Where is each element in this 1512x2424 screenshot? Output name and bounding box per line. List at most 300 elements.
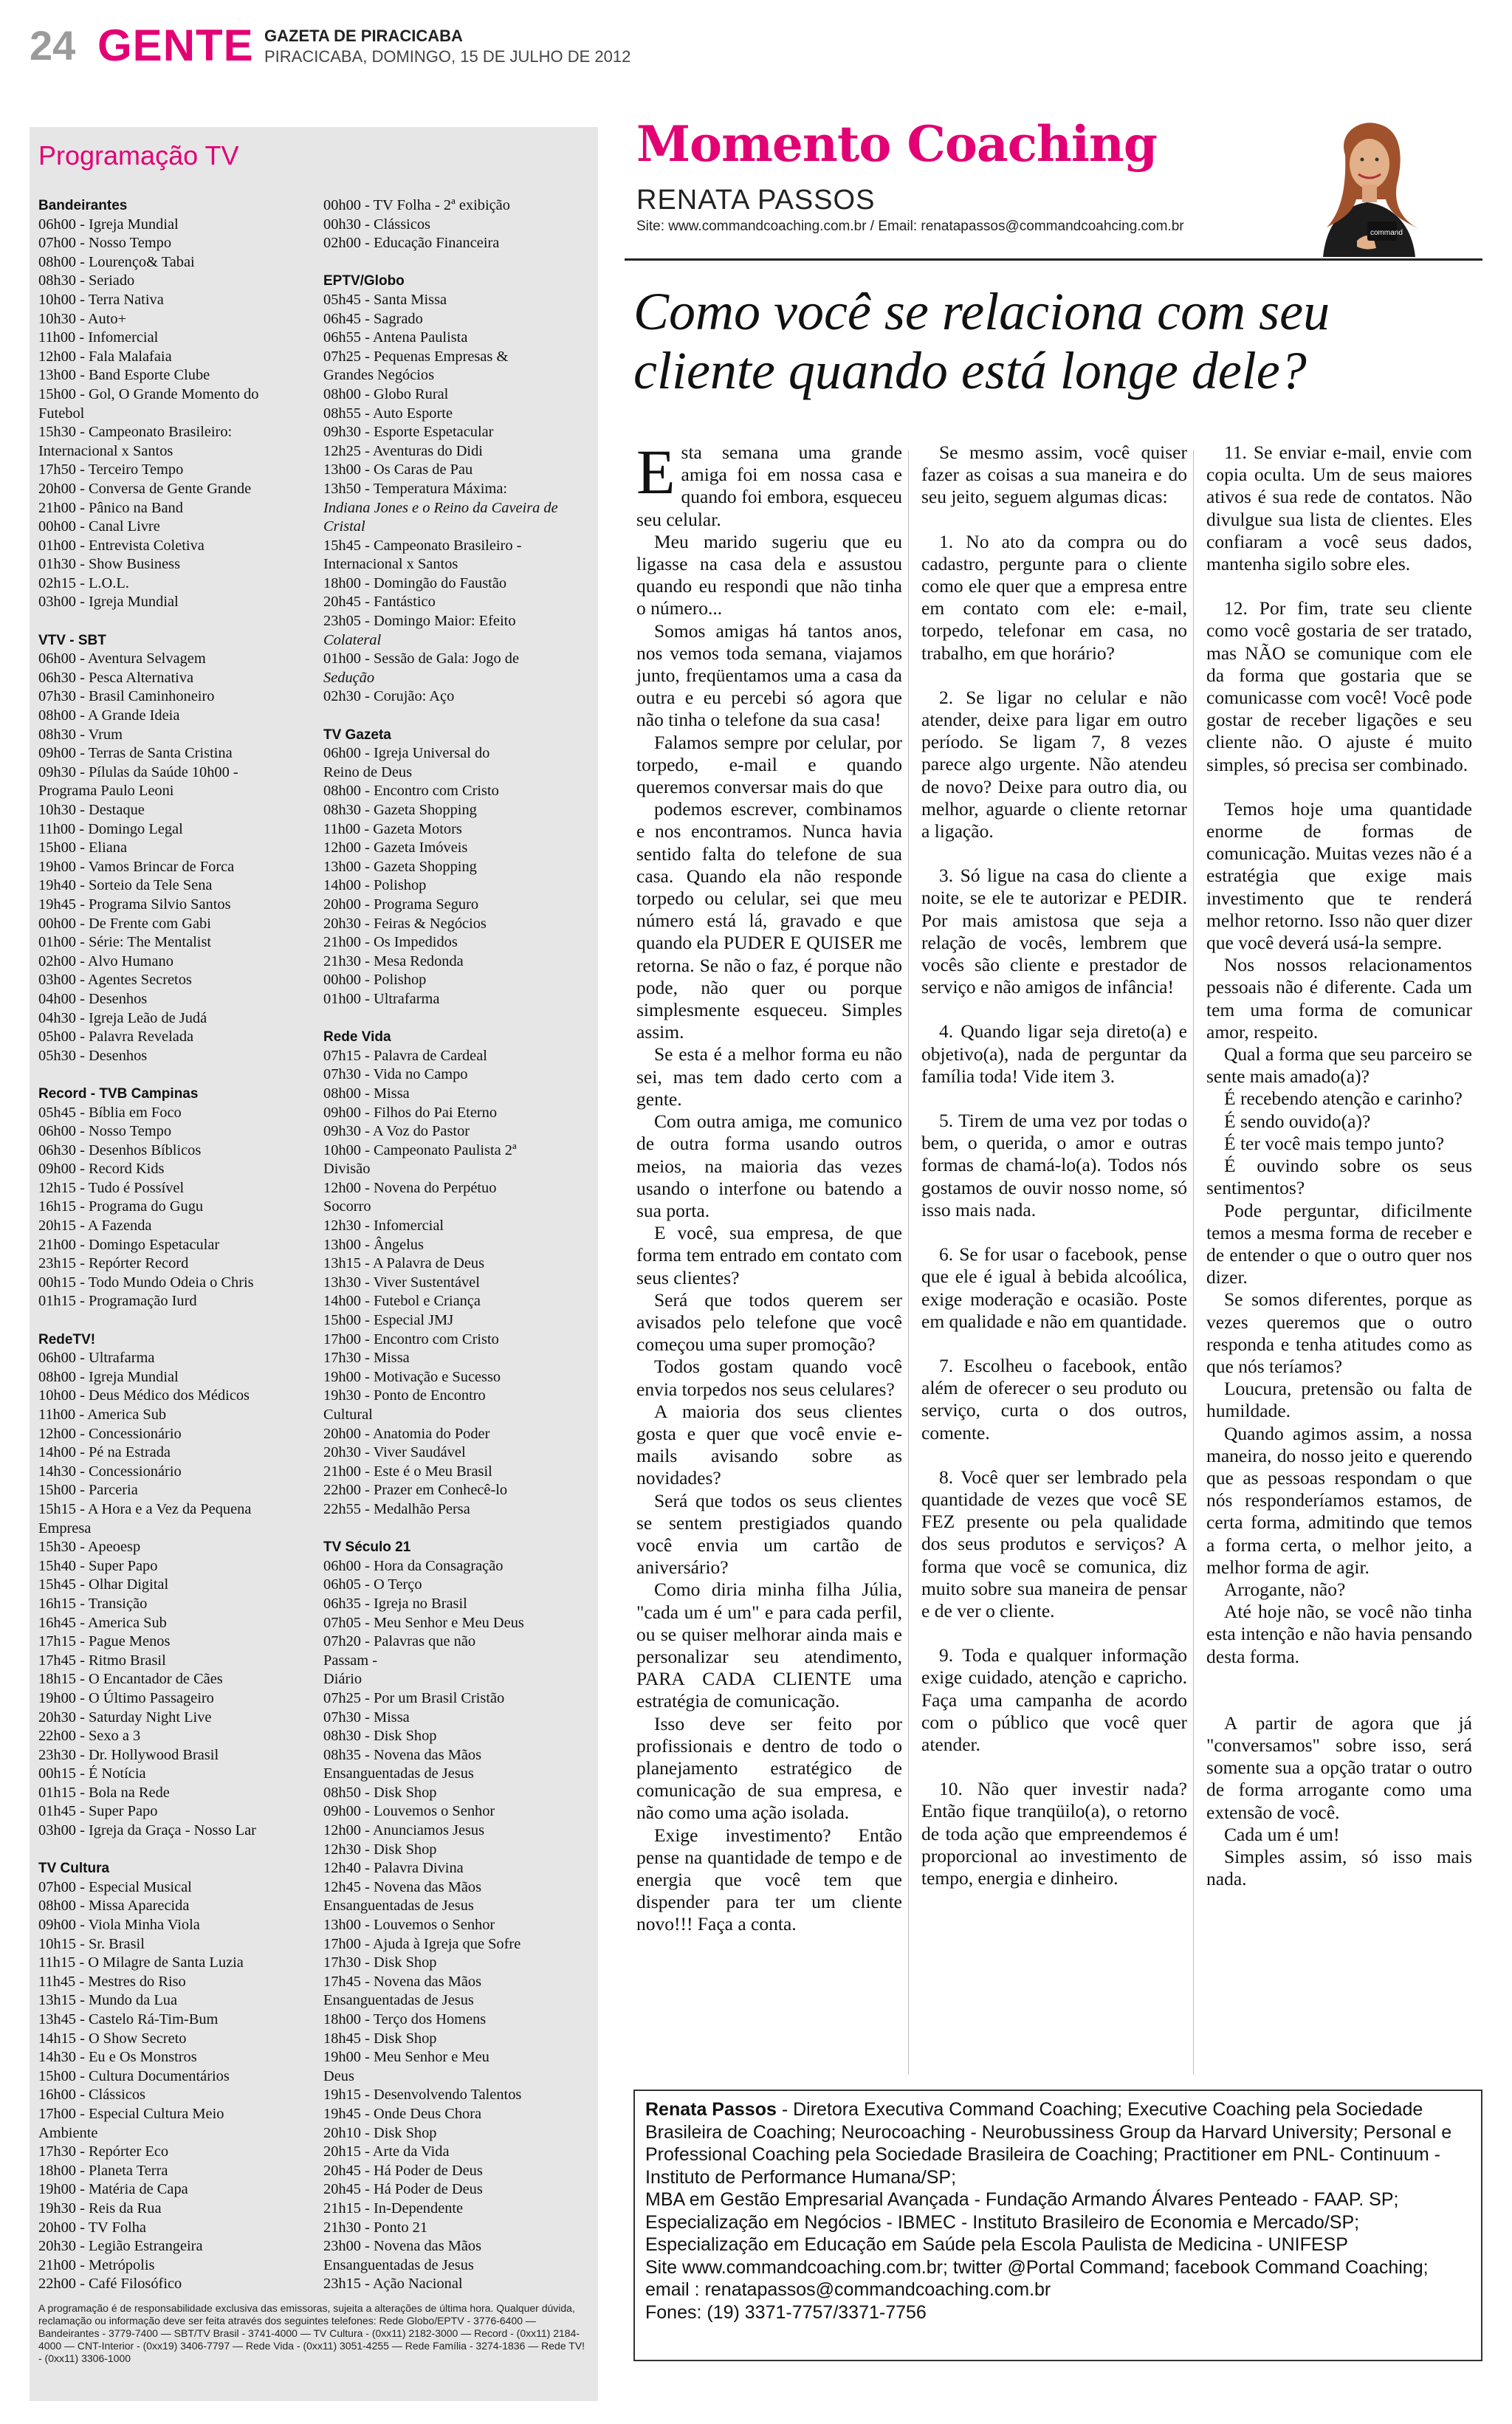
program-line: 20h00 - TV Folha [38,2219,146,2236]
program-line: 14h15 - O Show Secreto [38,2030,187,2047]
program-line: 08h00 - Encontro com Cristo [323,783,499,800]
spacer [323,707,597,726]
program-line: 01h15 - Programação Iurd [38,1293,197,1310]
program-line: 21h00 - Pânico na Band [38,499,183,516]
program-line: 23h15 - Ação Nacional [323,2276,463,2293]
program-line: 01h00 - Sessão de Gala: Jogo de [323,650,520,667]
article-paragraph: E você, sua empresa, de que forma tem entrado em contato com seus clientes? [636,1222,902,1288]
article-paragraph: Todos gostam quando você envia torpedos nos seus celulares? [636,1356,902,1400]
page-header [30,22,1482,74]
article-paragraph: Será que todos os seus clientes se sentem prestigiados quando você envia um cartão de aniversário? [636,1489,902,1579]
program-line: Ensanguentadas de Jesus [323,1992,474,2009]
program-line: 01h00 - Série: The Mentalist [38,934,212,951]
program-line: 03h00 - Igreja Mundial [38,594,179,611]
spacer [1206,1668,1472,1690]
program-line: 07h30 - Vida no Campo [323,1066,468,1083]
program-line: 17h45 - Novena das Mãos [323,1973,482,1990]
program-line: 17h00 - Especial Cultura Meio [38,2105,224,2122]
program-line: 12h00 - Novena do Perpétuo [323,1179,497,1196]
program-line: Programa Paulo Leoni [38,783,174,800]
bio-phones: Fones: (19) 3371-7757/3371-7756 [645,2301,927,2323]
program-line: 10h00 - Campeonato Paulista 2ª [323,1141,517,1158]
article-paragraph [636,436,902,531]
paragraph-text: sta semana uma grande amiga foi em nossa casa e quando foi embora, esqueceu seu celular. [636,442,902,530]
program-line: 19h00 - Meu Senhor e Meu [323,2049,489,2066]
article-paragraph: Nos nossos relacionamentos pessoais não é diferente. Cada um tem uma forma de comunicar amor, respeito. [1206,954,1472,1043]
bio-text: - Diretora Executiva Command Coaching; Executive Coaching pela Sociedade Brasileira de Coaching; Neurocoaching - Neurobussiness Group da Harvard University; Personal e Professional Coaching pela Sociedade Brasileira de Coaching; Practitioner em PNL- Continuum - Instituto de Performance Humana/SP; [645,2099,1452,2188]
program-line: 20h30 - Viver Saudável [323,1444,466,1461]
program-line: 02h00 - Alvo Humano [38,952,173,969]
spacer [1206,575,1472,597]
channel-name: TV Gazeta [323,727,391,743]
program-line: 21h00 - Este é o Meu Brasil [323,1463,492,1480]
article-paragraph: 12. Por fim, trate seu cliente como você gostaria de ser tratado, mas NÃO se comunique com ele da forma que gostaria que se comunicasse com você! Você pode gostar de receber ligações e seu cliente não. O ajuste é muito simples, só precisa ser combinado. [1206,597,1472,775]
column-title: Momento Coaching [636,115,1158,173]
spacer [921,1221,1187,1243]
program-line: 08h30 - Seriado [38,272,135,289]
article-column-1 [636,436,902,1936]
program-line: 00h00 - De Frente com Gabi [38,915,211,932]
program-line: 00h15 - Todo Mundo Odeia o Chris [38,1274,254,1291]
program-line: 12h30 - Disk Shop [323,1841,437,1858]
article-paragraph: Como diria minha filha Júlia, "cada um é um" e para cada perfil, ou se quiser melhorar ainda mais e personalizar seu atendimento, PARA CADA CLIENTE uma estratégia de comunicação. [636,1579,902,1712]
program-line: 15h30 - Campeonato Brasileiro: [38,424,233,441]
program-line: 13h00 - Louvemos o Senhor [323,1917,495,1934]
program-line: 23h30 - Dr. Hollywood Brasil [38,1746,219,1763]
program-line: 15h15 - A Hora e a Vez da Pequena [38,1500,252,1517]
program-line: 07h00 - Especial Musical [38,1878,192,1895]
program-line: 06h00 - Nosso Tempo [38,1123,172,1140]
article-paragraph: 3. Só ligue na casa do cliente a noite, se ele te autorizar e PEDIR. Por mais amistosa que seja a relação de vocês, lembrem que vocês são cliente e prestador de serviço e não amigos de infância! [921,865,1187,998]
program-line: Divisão [323,1161,371,1178]
program-line: 20h00 - Conversa de Gente Grande [38,480,252,497]
program-line: 06h05 - O Terço [323,1576,422,1593]
program-line: 19h40 - Sorteio da Tele Sena [38,877,213,894]
article-paragraph: Somos amigas há tantos anos, nos vemos toda semana, viajamos junto, freqüentamos uma a casa da outra e eu percebi só agora que não tinha o telefone da sua casa! [636,619,902,731]
program-line: 08h00 - A Grande Ideia [38,707,180,724]
program-line: Ensanguentadas de Jesus [323,2256,474,2273]
program-line: 07h25 - Pequenas Empresas & [323,348,509,365]
program-line: 20h45 - Há Poder de Deus [323,2181,483,2198]
program-line: 11h45 - Mestres do Riso [38,1973,186,1990]
program-line: 03h00 - Agentes Secretos [38,972,192,989]
program-line: 08h00 - Igreja Mundial [38,1368,179,1385]
program-line: 15h00 - Eliana [38,840,128,856]
program-line: 10h30 - Auto+ [38,310,127,327]
program-line: 17h50 - Terceiro Tempo [38,461,184,478]
article-paragraph: A partir de agora que já "conversamos" sobre isso, será somente sua a opção tratar o outro de forma arrogante como uma extensão de você. [1206,1711,1472,1823]
program-line: 06h00 - Igreja Universal do [323,745,490,762]
program-line: 11h00 - Infomercial [38,329,159,346]
program-line: 08h30 - Vrum [38,726,123,743]
program-line: 08h50 - Disk Shop [323,1784,437,1801]
program-line: 14h00 - Pé na Estrada [38,1444,171,1461]
program-line: 04h30 - Igreja Leão de Judá [38,1009,207,1026]
tv-programming-box [30,127,598,2401]
bio-education: MBA em Gestão Empresarial Avançada - Fundação Armando Álvares Penteado - FAAP. SP; Especialização em Negócios - IBMEC - Instituto Brasileiro de Economia e Mercado/SP; Especialização em Educação em Saúde pela Escola Paulista de Medicina - UNIFESP [645,2189,1399,2255]
program-line: 19h00 - O Último Passageiro [38,1689,214,1706]
program-line: 09h30 - Esporte Espetacular [323,424,494,441]
program-line: 11h00 - Gazeta Motors [323,820,462,837]
program-line: 08h35 - Novena das Mãos [323,1746,482,1763]
program-line: 15h00 - Especial JMJ [323,1312,454,1329]
program-line: 21h00 - Metrópolis [38,2256,155,2273]
program-line: 06h45 - Sagrado [323,310,423,327]
program-line: 20h45 - Há Poder de Deus [323,2162,483,2179]
program-line: 06h00 - Ultrafarma [38,1350,155,1367]
program-line: 09h30 - Pílulas da Saúde 10h00 - [38,763,238,780]
program-line: 20h15 - A Fazenda [38,1218,152,1235]
program-line: 16h45 - America Sub [38,1614,167,1631]
program-line: 06h30 - Pesca Alternativa [38,669,194,686]
article-paragraph: Se mesmo assim, você quiser fazer as coisas a sua maneira e do seu jeito, seguem algumas dicas: [921,442,1187,508]
program-line: 13h00 - Ângelus [323,1236,424,1253]
program-line: 19h15 - Desenvolvendo Talentos [323,2087,522,2104]
program-line: Deus [323,2067,354,2084]
program-line: 08h00 - Lourenço& Tabai [38,253,195,270]
program-line: Empresa [38,1520,92,1537]
program-line: Socorro [323,1198,371,1215]
article-column-3 [1206,442,1472,1890]
tv-column-2 [323,196,597,2294]
program-line: 18h00 - Terço dos Homens [323,2011,487,2028]
article-paragraph: É ouvindo sobre os seus sentimentos? [1206,1155,1472,1199]
article-paragraph: Cada um é um! [1224,1823,1340,1845]
program-line: 18h15 - O Encantador de Cães [38,1671,223,1688]
channel-name: EPTV/Globo [323,273,405,289]
program-line: 05h00 - Palavra Revelada [38,1029,194,1046]
program-line: 06h35 - Igreja no Brasil [323,1595,467,1612]
article-paragraph: 8. Você quer ser lembrado pela quantidade de vezes que você SE FEZ presente ou pela qualidade dos seus produtos e serviços? A forma que você se comunica, diz muito sobre sua maneira de pensar e de ver o cliente. [921,1466,1187,1621]
program-line: 03h00 - Igreja da Graça - Nosso Lar [38,1822,256,1839]
program-line: 19h30 - Reis da Rua [38,2200,162,2217]
program-line: 01h30 - Show Business [38,556,181,573]
article-paragraph: É recebendo atenção e carinho? [1224,1088,1463,1110]
program-line: 21h30 - Ponto 21 [323,2219,428,2236]
channel-name: RedeTV! [38,1331,96,1347]
program-line: 13h15 - A Palavra de Deus [323,1255,485,1272]
program-line: Colateral [323,631,382,648]
article-paragraph: 7. Escolheu o facebook, então além de oferecer o seu produto ou serviço, curta o dos outros, comente. [921,1354,1187,1443]
program-line: 17h30 - Missa [323,1350,410,1367]
program-line: 13h15 - Mundo da Lua [38,1992,178,2009]
program-line: 02h00 - Educação Financeira [323,235,500,252]
tv-footnote: A programação é de responsabilidade exclusiva das emissoras, sujeita a alterações de última hora. Qualquer dúvida, reclamação ou informação deve ser feita através dos seguintes telefones: Rede Globo/EPTV - 3776-6400 — Bandeirantes - 3779-7400 — SBT/TV Brasil - 3741-4000 — TV Cultura - (0xx11) 2182-3000 — Record - (0xx11) 2184-4000 — CNT-Interior - (0xx19) 3406-7797 — Rede Vida - (0xx11) 3051-4255 — Rede Família - 3274-1836 — Rede TV! - (0xx11) 3306-1000 [38,2302,585,2364]
program-line: 11h00 - America Sub [38,1407,167,1423]
program-line: 16h15 - Transição [38,1595,148,1612]
spacer [38,1841,312,1860]
program-line: 02h15 - L.O.L. [38,574,129,591]
program-line: Reino de Deus [323,763,413,780]
column-divider [1193,450,1194,2075]
program-line: 12h25 - Aventuras do Didi [323,442,483,459]
program-line: 07h00 - Nosso Tempo [38,235,172,252]
program-line: 15h45 - Campeonato Brasileiro - [323,537,522,554]
spacer [323,1009,597,1029]
article-paragraph: A maioria dos seus clientes gosta e quer que você envie e-mails avisando sobre as novidades? [636,1400,902,1489]
program-line: 17h00 - Encontro com Cristo [323,1331,499,1347]
program-line: 21h15 - In-Dependente [323,2200,464,2217]
program-line: 19h00 - Vamos Brincar de Forca [38,858,235,875]
program-line: Ensanguentadas de Jesus [323,1765,474,1782]
program-line: 20h00 - Programa Seguro [323,896,479,913]
program-line: 14h30 - Concessionário [38,1463,182,1480]
program-line: 21h00 - Domingo Espetacular [38,1236,220,1253]
program-line: Passam - [323,1652,378,1669]
program-line: Cultural [323,1407,373,1423]
program-line: 06h00 - Hora da Consagração [323,1557,504,1574]
dateline: PIRACICABA, DOMINGO, 15 DE JULHO DE 2012 [264,47,631,66]
program-line: 12h15 - Tudo é Possível [38,1179,185,1196]
spacer [921,998,1187,1020]
program-line: 08h30 - Disk Shop [323,1728,437,1745]
article-column-2 [921,442,1187,1889]
program-line: Futebol [38,405,85,422]
program-line: Sedução [323,669,375,686]
program-line: 17h00 - Ajuda à Igreja que Sofre [323,1935,521,1952]
spacer [921,842,1187,865]
program-line: 22h00 - Prazer em Conhecê-lo [323,1482,508,1499]
program-line: Cristal [323,518,365,535]
article-paragraph: Exige investimento? Então pense na quantidade de tempo e de energia que você tem que dispender para ter um cliente novo!!! Faça a conta. [636,1824,902,1935]
program-line: 09h00 - Filhos do Pai Eterno [323,1104,498,1121]
program-line: Diário [323,1671,362,1688]
program-line: 08h55 - Auto Esporte [323,405,453,422]
article-paragraph: 1. No ato da compra ou do cadastro, pergunte para o cliente como ele quer que a empresa entre em contato com ele: e-mail, torpedo, telefonar em casa, no trabalho, em que horário? [921,530,1187,664]
article-headline: Como você se relaciona com seu cliente quando está longe dele? [633,282,1330,400]
program-line: 15h00 - Gol, O Grande Momento do [38,385,259,402]
program-line: 16h00 - Clássicos [38,2087,145,2104]
spacer [921,1444,1187,1466]
program-line: 20h45 - Fantástico [323,594,436,611]
program-line: 00h00 - Polishop [323,972,427,989]
program-line: 15h40 - Super Papo [38,1557,158,1574]
program-line: 06h00 - Aventura Selvagem [38,650,206,667]
spacer [38,1065,312,1085]
program-line: 06h55 - Antena Paulista [323,329,468,346]
program-line: 12h00 - Fala Malafaia [38,348,172,365]
spacer [921,1756,1187,1778]
article-paragraph: Meu marido sugeriu que eu ligasse na casa dela e assustou quando eu respondi que não tinha o número... [636,530,902,619]
author-photo [1293,111,1441,257]
program-line: Internacional x Santos [38,442,173,459]
program-line: 10h15 - Sr. Brasil [38,1935,145,1952]
program-line: 07h15 - Palavra de Cardeal [323,1047,487,1064]
program-line: 21h30 - Mesa Redonda [323,952,464,969]
program-line: 17h30 - Disk Shop [323,1954,437,1971]
program-line: 18h45 - Disk Shop [323,2030,437,2047]
program-line: 11h00 - Domingo Legal [38,820,183,837]
program-line: 20h30 - Feiras & Negócios [323,915,487,932]
program-line: 08h00 - Missa [323,1085,410,1102]
program-line: 01h00 - Entrevista Coletiva [38,537,205,554]
program-line: 08h30 - Gazeta Shopping [323,802,477,818]
article-paragraph: 5. Tirem de uma vez por todas o bem, o querida, o amor e outras formas de chamá-lo(a). Todos nós gostamos de ouvir nosso nome, só isso mais nada. [921,1110,1187,1220]
spacer [38,1311,312,1331]
article-paragraph: É sendo ouvido(a)? [1224,1110,1371,1132]
article-paragraph: Isso deve ser feito por profissionais e dentro de todo o planejamento estratégico de comunicação de sua empresa, e não como uma ação isolada. [636,1712,902,1824]
coaching-header [625,111,1482,261]
program-line: 13h50 - Temperatura Máxima: [323,480,508,497]
program-line: 17h15 - Pague Menos [38,1633,171,1650]
program-line: 09h00 - Terras de Santa Cristina [38,745,233,762]
program-line: 12h00 - Gazeta Imóveis [323,840,468,856]
program-line: 05h30 - Desenhos [38,1047,148,1064]
tv-column-1 [38,196,312,2294]
program-line: 22h55 - Medalhão Persa [323,1500,470,1517]
program-line: 05h45 - Santa Missa [323,291,447,308]
channel-name: TV Século 21 [323,1539,411,1556]
channel-name: VTV - SBT [38,632,106,648]
bio-paragraph [645,2098,1471,2188]
page-number: 24 [30,22,76,69]
program-line: 07h20 - Palavras que não [323,1633,476,1650]
program-line: 12h30 - Infomercial [323,1218,444,1235]
program-line: 00h00 - Canal Livre [38,518,160,535]
program-line: 13h30 - Viver Sustentável [323,1274,480,1291]
article-paragraph: Arrogante, não? [1224,1578,1346,1600]
program-line: 13h00 - Os Caras de Pau [323,461,473,478]
program-line: 07h25 - Por um Brasil Cristão [323,1689,505,1706]
program-line: 12h00 - Anunciamos Jesus [323,1822,485,1839]
article-paragraph: Se esta é a melhor forma eu não sei, mas tem dado certo com a gente. [636,1043,902,1110]
bio-contacts: Site www.commandcoaching.com.br; twitter @Portal Command; facebook Command Coaching; email : renatapassos@commandcoaching.com.br [645,2256,1429,2300]
spacer [921,1333,1187,1355]
program-line: 19h00 - Motivação e Sucesso [323,1368,501,1385]
program-line: 00h15 - É Notícia [38,1765,146,1782]
program-line: 12h00 - Concessionário [38,1425,182,1442]
program-line: 13h00 - Band Esporte Clube [38,367,210,384]
photo-logo-text: command [1370,229,1403,237]
program-line: 04h00 - Desenhos [38,990,148,1007]
article-paragraph: Simples assim, só isso mais nada. [1206,1845,1472,1890]
program-line: 15h00 - Cultura Documentários [38,2067,230,2084]
program-line: 19h30 - Ponto de Encontro [323,1387,486,1404]
article-paragraph: Temos hoje uma quantidade enorme de formas de comunicação. Muitas vezes não é a estratégia que exige mais investimento que te renderá melhor retorno. Isso não quer dizer que você deverá usá-la sempre. [1206,797,1472,954]
article-paragraph: 2. Se ligar no celular e não atender, deixe para ligar em outro período. Se ligam 7, 8 vezes parece algo urgente. Não atendeu de novo? Deixe para outro dia, ou melhor, aguarde o cliente retornar a ligação. [921,686,1187,842]
article-paragraph: Pode perguntar, dificilmente temos a mesma forma de receber e de entender o que o outro quer nos dizer. [1206,1199,1472,1288]
channel-name: Record - TVB Campinas [38,1085,199,1102]
section-title: GENTE [97,21,254,70]
program-line: 17h45 - Ritmo Brasil [38,1652,166,1669]
program-line: 07h30 - Missa [323,1709,410,1726]
program-line: 17h30 - Repórter Eco [38,2143,169,2160]
program-line: 13h45 - Castelo Rá-Tim-Bum [38,2011,219,2028]
article-paragraph: 9. Toda e qualquer informação exige cuidado, atenção e capricho. Faça uma campanha de acordo com o público que você quer atender. [921,1644,1187,1755]
program-line: 16h15 - Programa do Gugu [38,1198,204,1215]
program-line: Internacional x Santos [323,556,458,573]
article-paragraph: Loucura, pretensão ou falta de humildade. [1206,1378,1472,1422]
program-line: 13h00 - Gazeta Shopping [323,858,477,875]
spacer [921,1622,1187,1644]
column-author: RENATA PASSOS [636,185,876,216]
spacer [38,612,312,631]
program-line: 20h10 - Disk Shop [323,2124,437,2141]
program-line: Ensanguentadas de Jesus [323,1898,474,1915]
article-paragraph: 4. Quando ligar seja direto(a) e objetivo(a), nada de perguntar da família toda! Vide item 3. [921,1020,1187,1087]
program-line: 20h30 - Saturday Night Live [38,1709,212,1726]
program-line: 15h30 - Apeoesp [38,1539,141,1556]
program-line: 01h15 - Bola na Rede [38,1784,170,1801]
bio-name: Renata Passos [645,2099,777,2120]
program-line: 08h00 - Globo Rural [323,385,449,402]
program-line: Ambiente [38,2124,98,2141]
program-line: 12h40 - Palavra Divina [323,1860,464,1877]
program-line: 22h00 - Sexo a 3 [38,1728,141,1745]
program-line: 23h00 - Novena das Mãos [323,2238,482,2255]
program-line: 22h00 - Café Filosófico [38,2276,182,2293]
program-line: 01h45 - Super Papo [38,1803,158,1820]
program-line: Indiana Jones e o Reino da Caveira de [323,499,558,516]
channel-name: TV Cultura [38,1861,110,1877]
column-divider [908,450,909,2075]
article-paragraph: Quando agimos assim, a nossa maneira, do nosso jeito e querendo que as pessoas respondam o que nós responderíamos estamos, de certa forma, admitindo que temos a forma certa, o melhor jeito, a melhor forma de agir. [1206,1422,1472,1578]
program-line: 07h05 - Meu Senhor e Meu Deus [323,1614,524,1631]
tv-title: Programação TV [38,140,239,171]
program-line: 14h30 - Eu e Os Monstros [38,2049,197,2066]
program-line: 06h00 - Igreja Mundial [38,216,179,233]
program-line: 19h00 - Matéria de Capa [38,2181,188,2198]
program-line: 18h00 - Planeta Terra [38,2162,168,2179]
program-line: 00h30 - Clássicos [323,216,430,233]
channel-name: Bandeirantes [38,198,128,213]
program-line: 23h15 - Repórter Record [38,1255,189,1272]
program-line: 15h45 - Olhar Digital [38,1576,169,1593]
program-line: 19h45 - Programa Silvio Santos [38,896,231,913]
article-paragraph: podemos escrever, combinamos e nos encontramos. Nunca havia sentido falta do telefone de sua casa. Quando ela não responde torpedo ou celular, sei que meu número está lá, gravado e que quando ela PUDER E QUISER me retorna. Se não o faz, é porque não pode, não quer ou porque simplesmente esqueceu. Simples assim. [636,798,902,1043]
program-line: 01h00 - Ultrafarma [323,990,440,1007]
program-line: 20h30 - Legião Estrangeira [38,2238,203,2255]
program-line: 02h30 - Corujão: Aço [323,688,455,705]
program-line: 14h00 - Polishop [323,877,427,894]
program-line: 23h05 - Domingo Maior: Efeito [323,613,516,630]
spacer [1206,1690,1472,1712]
spacer [323,253,597,272]
author-bio-box [633,2090,1482,2361]
program-line: 20h00 - Anatomia do Poder [323,1425,490,1442]
channel-name: Rede Vida [323,1029,391,1046]
program-line: 09h30 - A Voz do Pastor [323,1123,470,1140]
program-line: 20h15 - Arte da Vida [323,2143,450,2160]
program-line: 11h15 - O Milagre de Santa Luzia [38,1954,244,1971]
program-line: 07h30 - Brasil Caminhoneiro [38,688,215,705]
program-line: 18h00 - Domingão do Faustão [323,574,507,591]
article-paragraph: 10. Não quer investir nada? Então fique tranqüilo(a), o retorno de toda ação que empreendemos é proporcional ao investimento de tempo, energia e dinheiro. [921,1778,1187,1889]
spacer [921,665,1187,687]
article-paragraph: Até hoje não, se você não tinha esta intenção e não havia pensando desta forma. [1206,1601,1472,1667]
program-line: 06h30 - Desenhos Bíblicos [38,1141,202,1158]
program-line: 05h45 - Bíblia em Foco [38,1104,182,1121]
program-line: 10h00 - Deus Médico dos Médicos [38,1387,250,1404]
article-paragraph: É ter você mais tempo junto? [1224,1132,1445,1154]
article-paragraph: Se somos diferentes, porque as vezes queremos que o outro responda e tenha atitudes como as que nós teríamos? [1206,1288,1472,1377]
program-line: 10h30 - Destaque [38,802,145,818]
drop-cap: E [636,436,676,507]
article-paragraph: 11. Se enviar e-mail, envie com copia oculta. Um de seus maiores ativos é sua rede de contatos. Não divulgue sua lista de clientes. Eles confiaram a você seus dados, mantenha sigilo sobre eles. [1206,442,1472,575]
spacer [323,1520,597,1539]
spacer [1206,776,1472,798]
program-line: Grandes Negócios [323,367,435,384]
spacer [921,509,1187,531]
program-line: 09h00 - Louvemos o Senhor [323,1803,495,1820]
article-paragraph: Será que todos querem ser avisados pelo telefone que você começou uma super promoção? [636,1288,902,1356]
program-line: 08h00 - Missa Aparecida [38,1898,190,1915]
program-line: 10h00 - Terra Nativa [38,291,164,308]
program-line: 21h00 - Os Impedidos [323,934,458,951]
program-line: 12h45 - Novena das Mãos [323,1878,482,1895]
spacer [921,1088,1187,1110]
program-line: 14h00 - Futebol e Criança [323,1293,481,1310]
